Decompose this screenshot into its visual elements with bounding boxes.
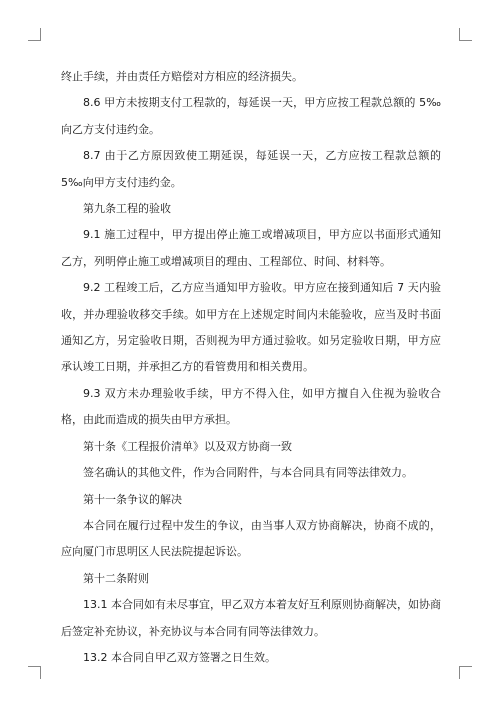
clause-8-6: 8.6 甲方未按期支付工程款的，每延误一天，甲方应按工程款总额的 5‰向乙方支付违约金。: [61, 96, 441, 136]
article-11-heading: 第十一条争议的解决: [83, 492, 182, 506]
article-9-heading: 第九条工程的验收: [83, 202, 171, 216]
article-10-body: 签名确认的其他文件，作为合同附件，与本合同具有同等法律效力。: [83, 466, 413, 480]
article-11-body: 本合同在履行过程中发生的争议，由当事人双方协商解决，协商不成的，应向厦门市思明区人民法院提起诉讼。: [61, 518, 441, 559]
document-body: [61, 64, 441, 671]
article-10-heading: 第十条《工程报价清单》以及双方协商一致: [83, 439, 292, 453]
clause-9-2: 9.2 工程竣工后，乙方应当通知甲方验收。甲方应在接到通知后 7 天内验收，并办理验收移交手续。如甲方在上述规定时间内未能验收，应当及时书面通知乙方，另定验收日期，否则视为甲方通过验收。如另定验收日期，甲方应承认竣工日期，并承担乙方的看管费用和相关费用。: [61, 281, 441, 374]
crop-mark-top-right: [459, 28, 472, 41]
clause-13-2: 13.2 本合同自甲乙双方签署之日生效。: [83, 650, 276, 664]
article-12-heading: 第十二条附则: [83, 571, 149, 585]
crop-mark-top-left: [28, 28, 41, 41]
clause-13-1: 13.1 本合同如有未尽事宜，甲乙双方本着友好互利原则协商解决，如协商后签定补充协议，补充协议与本合同有同等法律效力。: [61, 598, 441, 638]
paragraph: 终止手续，并由责任方赔偿对方相应的经济损失。: [61, 70, 303, 83]
crop-mark-bottom-right: [459, 666, 472, 679]
crop-mark-bottom-left: [28, 666, 41, 679]
clause-8-7: 8.7 由于乙方原因致使工期延误，每延误一天，乙方应按工程款总额的 5‰向甲方支付违约金。: [61, 149, 441, 189]
clause-9-3: 9.3 双方未办理验收手续，甲方不得入住，如甲方擅自入住视为验收合格，由此而造成的损失由甲方承担。: [61, 386, 441, 427]
clause-9-1: 9.1 施工过程中，甲方提出停止施工或增减项目，甲方应以书面形式通知乙方，列明停止施工或增减项目的理由、工程部位、时间、材料等。: [61, 228, 441, 268]
